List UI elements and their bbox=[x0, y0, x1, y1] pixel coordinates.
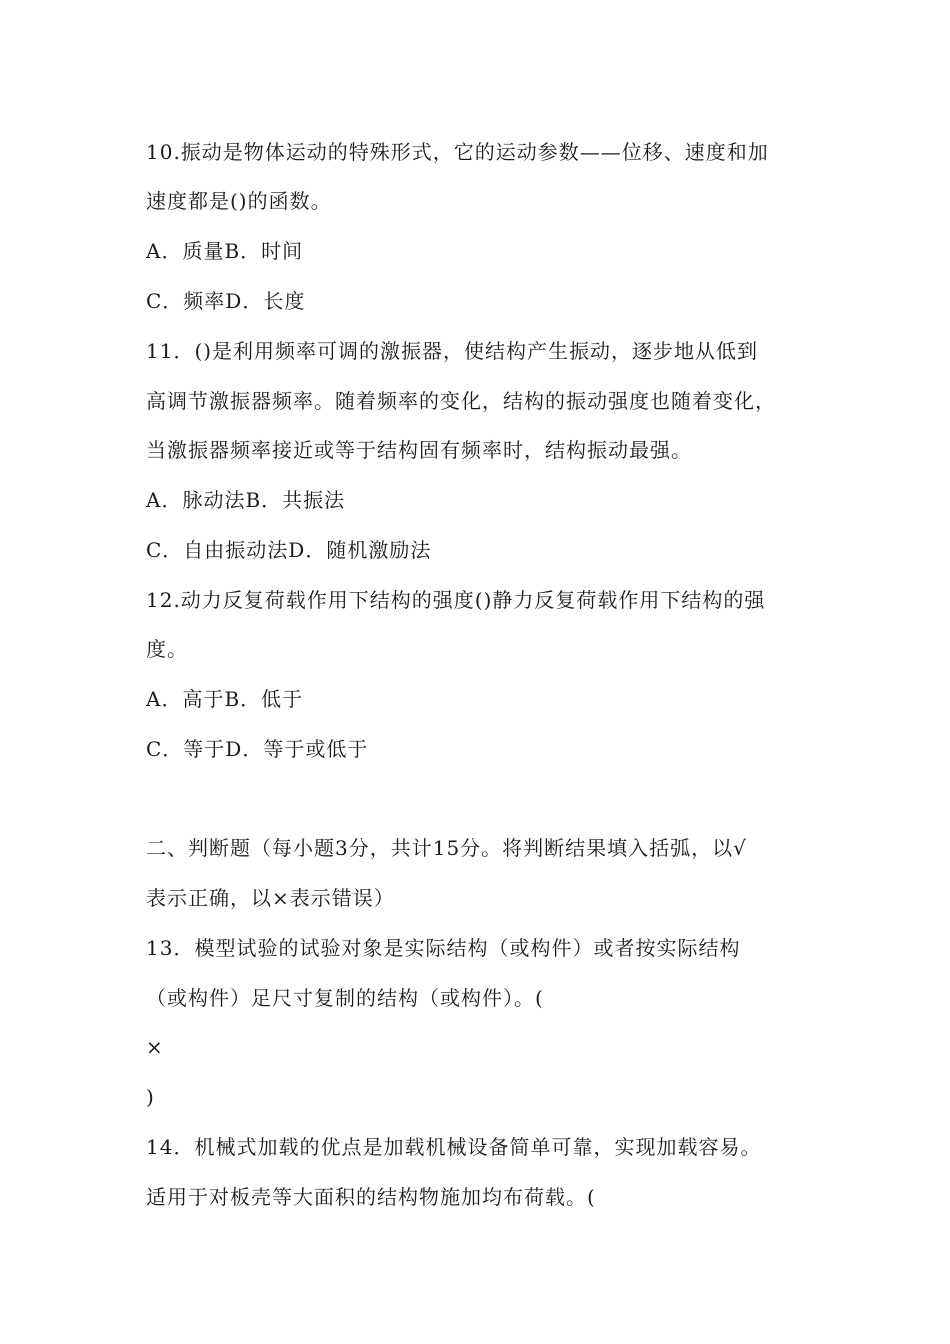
q13-line-1: 13．模型试验的试验对象是实际结构（或构件）或者按实际结构 bbox=[146, 936, 741, 960]
q11-line-1: 11．()是利用频率可调的激振器，使结构产生振动，逐步地从低到 bbox=[146, 339, 759, 363]
q11-options-ab: A．脉动法B．共振法 bbox=[146, 488, 346, 512]
q11-line-3: 当激振器频率接近或等于结构固有频率时，结构振动最强。 bbox=[146, 438, 692, 462]
q13-close-paren: ) bbox=[146, 1085, 155, 1109]
q10-options-ab: A．质量B．时间 bbox=[146, 239, 304, 263]
q14-line-1: 14．机械式加载的优点是加载机械设备简单可靠，实现加载容易。 bbox=[146, 1135, 762, 1159]
q13-line-2: （或构件）足尺寸复制的结构（或构件）。( bbox=[146, 986, 544, 1010]
q11-options-cd: C．自由振动法D．随机激励法 bbox=[146, 538, 432, 562]
q10-options-cd: C．频率D．长度 bbox=[146, 289, 306, 313]
q10-line-1: 10.振动是物体运动的特殊形式，它的运动参数——位移、速度和加 bbox=[146, 140, 769, 164]
q12-line-2: 度。 bbox=[146, 637, 188, 661]
q12-line-1: 12.动力反复荷载作用下结构的强度()静力反复荷载作用下结构的强 bbox=[146, 588, 766, 612]
q10-line-2: 速度都是()的函数。 bbox=[146, 189, 332, 213]
section-heading-line-2: 表示正确，以×表示错误） bbox=[146, 886, 395, 910]
q14-line-2: 适用于对板壳等大面积的结构物施加均布荷载。( bbox=[146, 1185, 596, 1209]
q11-line-2: 高调节激振器频率。随着频率的变化，结构的振动强度也随着变化， bbox=[146, 389, 776, 413]
q13-answer: × bbox=[146, 1035, 164, 1059]
q12-options-cd: C．等于D．等于或低于 bbox=[146, 737, 369, 761]
section-heading-line-1: 二、判断题（每小题3分，共计15分。将判断结果填入括弧，以√ bbox=[146, 836, 747, 860]
q12-options-ab: A．高于B．低于 bbox=[146, 687, 304, 711]
